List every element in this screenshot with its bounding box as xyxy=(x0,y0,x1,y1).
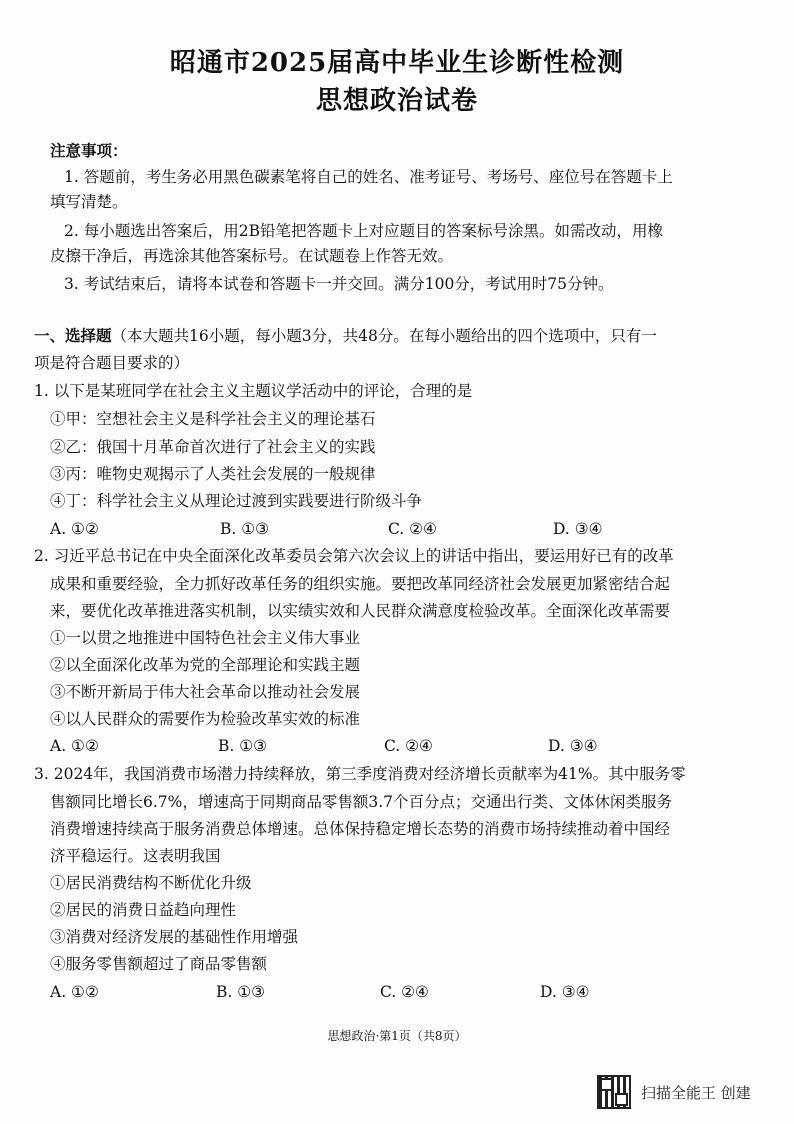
question-1-item: ③丙：唯物史观揭示了人类社会发展的一般规律 xyxy=(50,465,376,483)
question-3-stem: 售额同比增长6.7%，增速高于同期商品零售额3.7个百分点；交通出行类、文体休闲类服务 xyxy=(50,793,673,811)
question-3-stem: 济平稳运行。这表明我国 xyxy=(50,847,221,865)
question-1-option-a: A. ①② xyxy=(50,520,99,538)
scanner-watermark xyxy=(597,1075,751,1109)
exam-title: 昭通市2025届高中毕业生诊断性检测 xyxy=(169,48,625,78)
question-2-stem: 成果和重要经验，全力抓好改革任务的组织实施。要把改革同经济社会发展更加紧密结合起 xyxy=(50,575,671,593)
question-3-item: ①居民消费结构不断优化升级 xyxy=(50,874,252,892)
question-2-item: ②以全面深化改革为党的全部理论和实践主题 xyxy=(50,656,361,674)
section-heading xyxy=(34,325,657,347)
question-1-item: ②乙：俄国十月革命首次进行了社会主义的实践 xyxy=(50,438,376,456)
section-heading-label: 一、选择题 xyxy=(34,326,112,345)
question-2-item: ①一以贯之地推进中国特色社会主义伟大事业 xyxy=(50,629,361,647)
question-1-item: ①甲：空想社会主义是科学社会主义的理论基石 xyxy=(50,410,376,428)
question-3-stem: 消费增速持续高于服务消费总体增速。总体保持稳定增长态势的消费市场持续推动着中国经 xyxy=(50,820,671,838)
notice-line: 填写清楚。 xyxy=(50,193,128,211)
question-3-option-a: A. ①② xyxy=(50,983,99,1001)
exam-subject: 思想政治试卷 xyxy=(315,86,478,116)
notice-line: 3. 考试结束后，请将本试卷和答题卡一并交回。满分100分，考试用时75分钟。 xyxy=(64,275,614,293)
section-heading-rest: （本大题共16小题，每小题3分，共48分。在每小题给出的四个选项中，只有一 xyxy=(111,327,657,345)
question-3-stem: 3. 2024年，我国消费市场潜力持续释放，第三季度消费对经济增长贡献率为41%。其中服务零 xyxy=(34,765,686,783)
question-1-item: ④丁：科学社会主义从理论过渡到实践要进行阶级斗争 xyxy=(50,492,423,510)
question-1-option-b: B. ①③ xyxy=(220,520,270,538)
question-2-option-d: D. ③④ xyxy=(548,737,598,755)
question-3-option-c: C. ②④ xyxy=(380,983,429,1001)
watermark-text: 扫描全能王 创建 xyxy=(641,1083,751,1102)
question-1-option-d: D. ③④ xyxy=(553,520,603,538)
question-2-item: ④以人民群众的需要作为检验改革实效的标准 xyxy=(50,710,361,728)
question-2-item: ③不断开新局于伟大社会革命以推动社会发展 xyxy=(50,683,361,701)
question-1-stem: 1. 以下是某班同学在社会主义主题议学活动中的评论，合理的是 xyxy=(34,382,473,400)
notice-line: 1. 答题前，考生务必用黑色碳素笔将自己的姓名、准考证号、考场号、座位号在答题卡上 xyxy=(64,168,673,186)
notice-line: 皮擦干净后，再选涂其他答案标号。在试题卷上作答无效。 xyxy=(50,247,454,265)
qr-code-icon xyxy=(597,1075,631,1109)
question-2-stem: 2. 习近平总书记在中央全面深化改革委员会第六次会议上的讲话中指出，要运用好已有的改革 xyxy=(34,547,674,565)
page-footer: 思想政治·第1页（共8页） xyxy=(327,1029,467,1043)
notice-heading: 注意事项： xyxy=(50,141,128,160)
question-2-stem: 来，要优化改革推进落实机制，以实绩实效和人民群众满意度检验改革。全面深化改革需要 xyxy=(50,602,671,620)
question-2-option-b: B. ①③ xyxy=(218,737,268,755)
section-heading-line2: 项是符合题目要求的） xyxy=(34,354,190,372)
notice-line: 2. 每小题选出答案后，用2B铅笔把答题卡上对应题目的答案标号涂黑。如需改动，用橡 xyxy=(64,222,663,240)
question-1-option-c: C. ②④ xyxy=(388,520,437,538)
question-3-item: ④服务零售额超过了商品零售额 xyxy=(50,955,268,973)
question-3-item: ②居民的消费日益趋向理性 xyxy=(50,901,237,919)
question-3-option-d: D. ③④ xyxy=(540,983,590,1001)
question-2-option-c: C. ②④ xyxy=(384,737,433,755)
question-3-option-b: B. ①③ xyxy=(216,983,266,1001)
question-3-item: ③消费对经济发展的基础性作用增强 xyxy=(50,928,299,946)
question-2-option-a: A. ①② xyxy=(50,737,99,755)
